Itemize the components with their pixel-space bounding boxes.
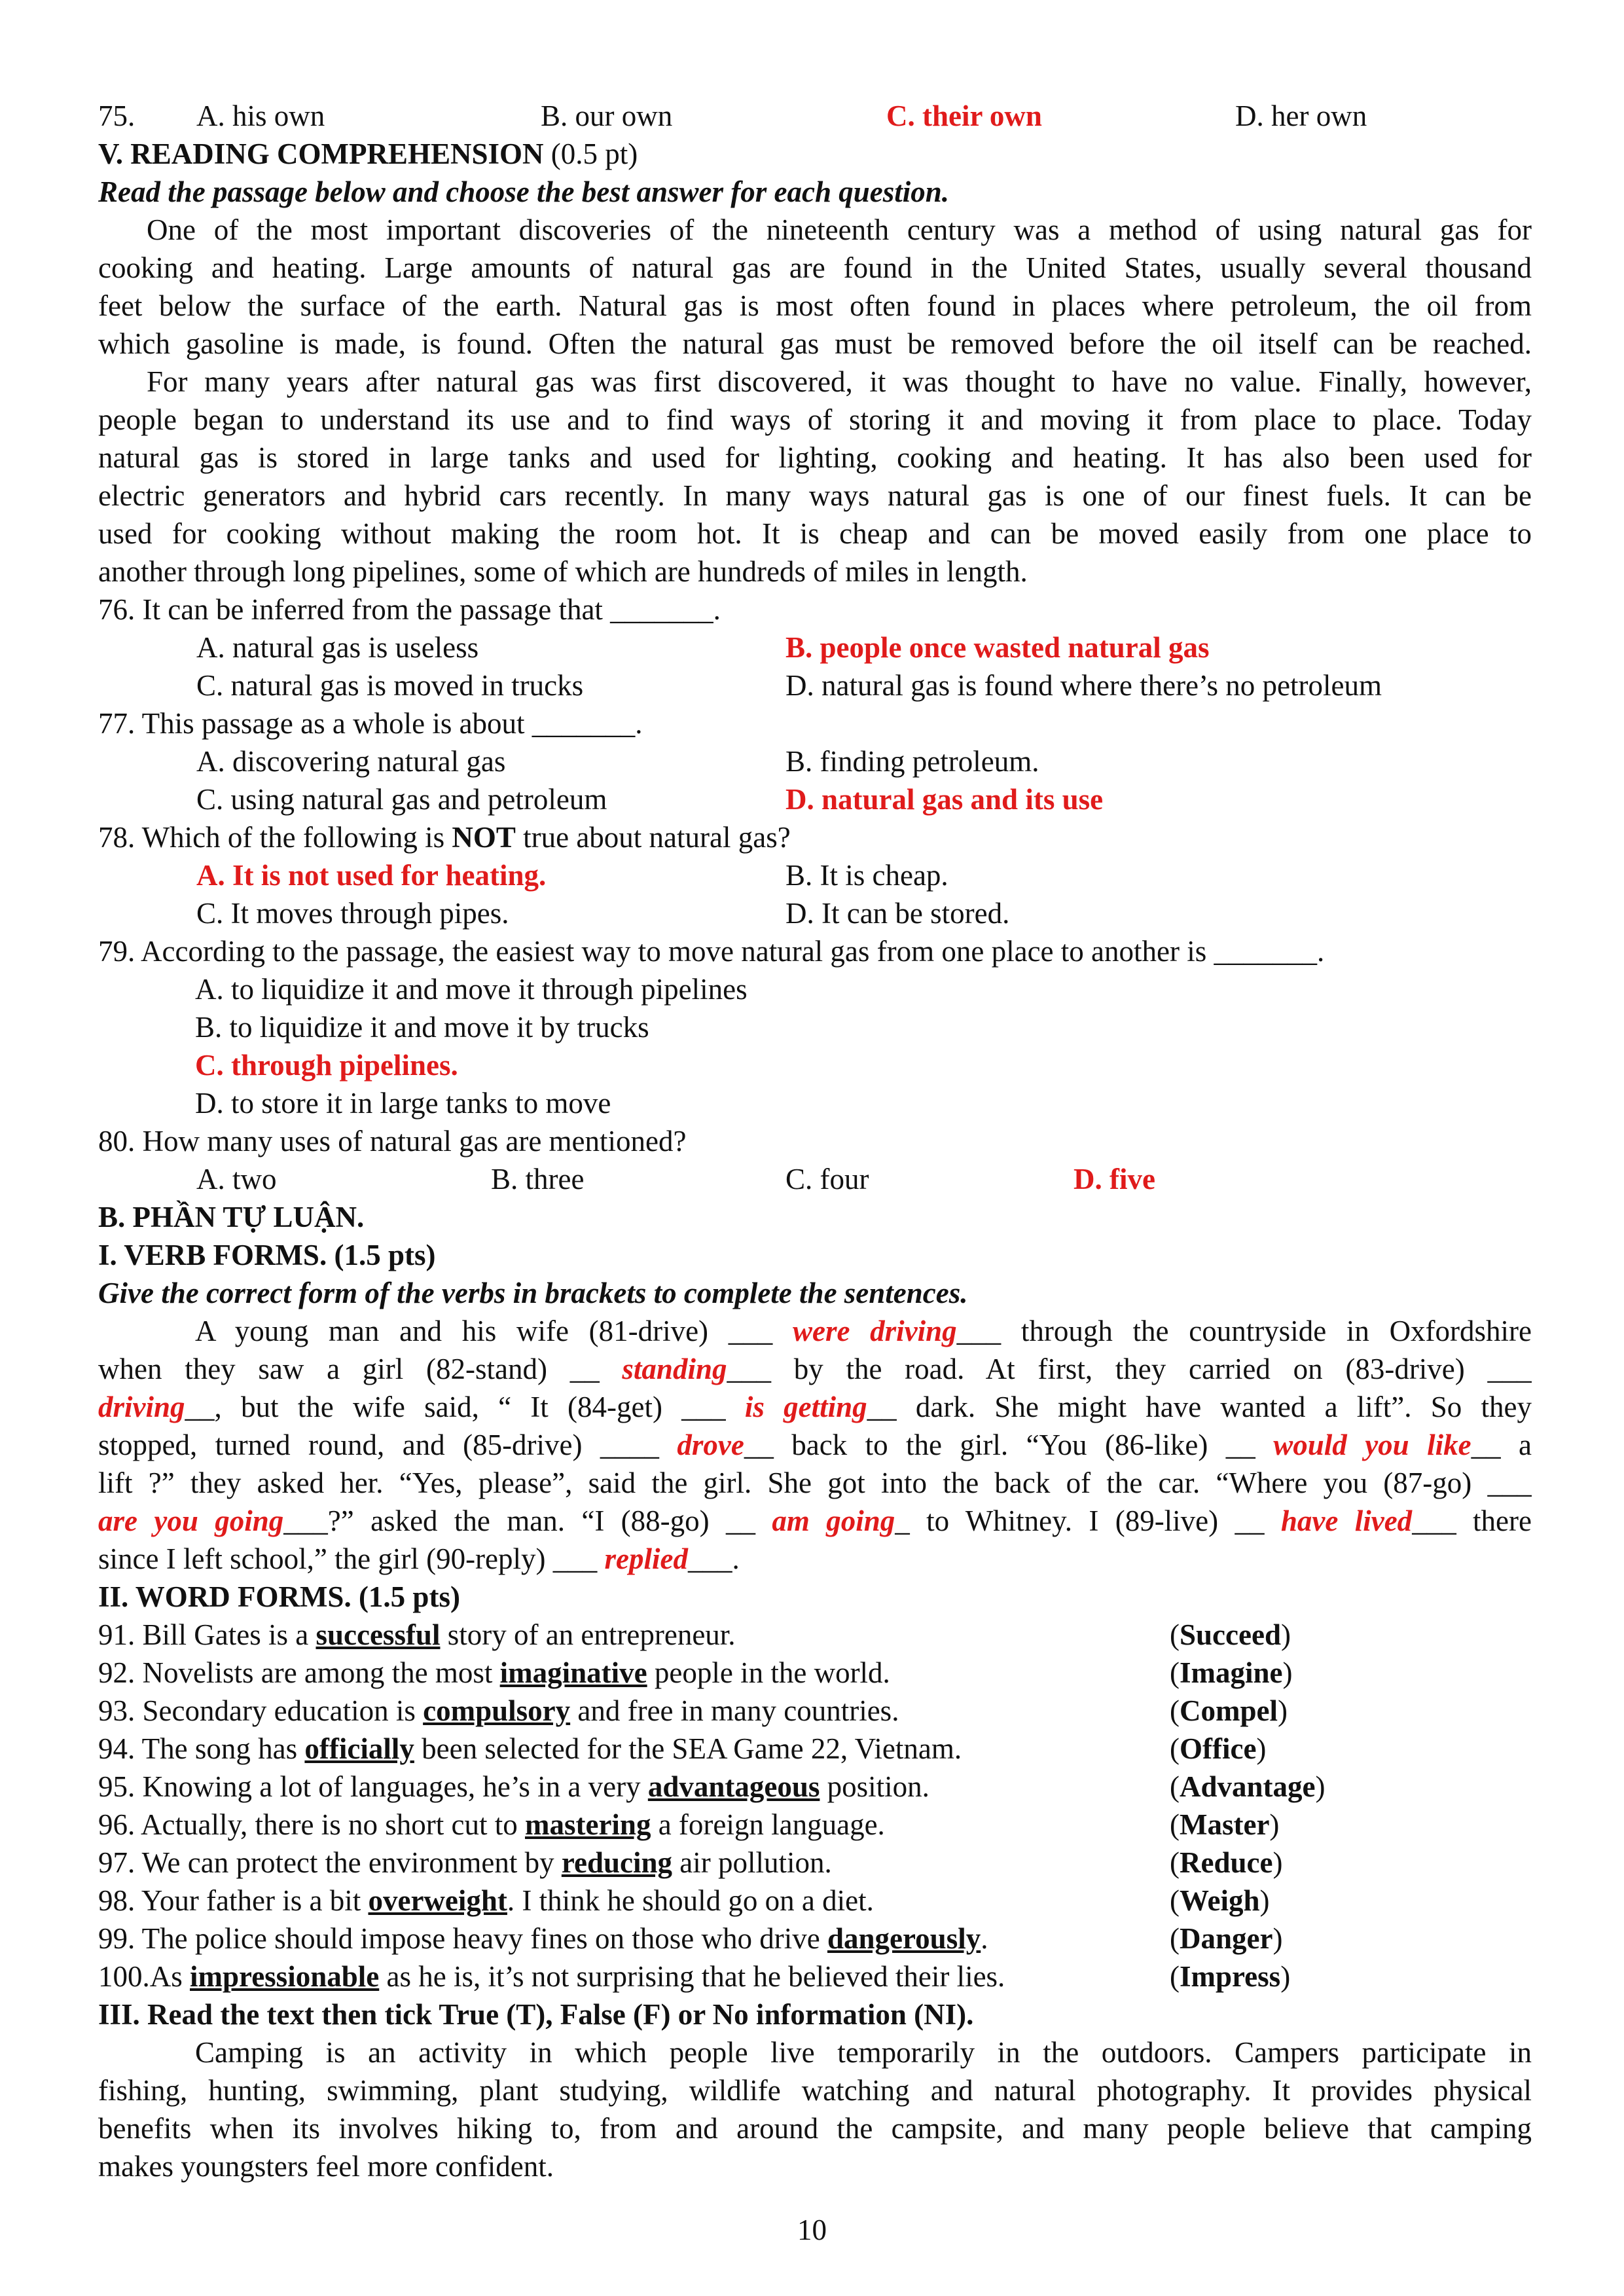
passage-line: cooking and heating. Large amounts of natural gas are found in the United States, usually several thousand: [98, 251, 1532, 284]
passage-line: benefits when its involves hiking to, from and around the campsite, and many people believe that camping: [98, 2112, 1532, 2145]
hint-word: Reduce: [1180, 1846, 1273, 1879]
word-form-item: [98, 1730, 1532, 1768]
option-c: C. four: [785, 1163, 869, 1195]
question-78-options-row2: [98, 894, 1532, 932]
word-form-text: a foreign language.: [651, 1808, 885, 1841]
word-form-hint: (Reduce): [1170, 1846, 1283, 1879]
word-form-text: air pollution.: [672, 1846, 832, 1879]
verb-forms-instruction: Give the correct form of the verbs in brackets to complete the sentences.: [98, 1277, 968, 1309]
option-b: B. three: [491, 1163, 585, 1195]
word-form-text: and free in many countries.: [570, 1694, 899, 1727]
word-form-text: 96. Actually, there is no short cut to: [98, 1808, 525, 1841]
option-c: C. natural gas is moved in trucks: [196, 669, 584, 702]
question-78-stem: [98, 818, 1532, 856]
hint-word: Master: [1180, 1808, 1270, 1841]
verb-passage-line: [98, 1464, 1532, 1502]
word-form-text: people in the world.: [647, 1656, 890, 1689]
question-76-stem: 76. It can be inferred from the passage that _______.: [98, 593, 721, 626]
question-77-options-row1: [98, 742, 1532, 780]
word-form-item: [98, 1958, 1532, 1995]
option-c-answer: C. their own: [886, 100, 1042, 132]
word-form-hint: (Imagine): [1170, 1656, 1293, 1689]
word-form-hint: (Weigh): [1170, 1884, 1270, 1917]
verb-text: _ to Whitney. I (89-live) __: [895, 1504, 1281, 1537]
word-form-item: [98, 1616, 1532, 1654]
option-c-answer: C. through pipelines.: [195, 1049, 458, 1082]
option-b: B. It is cheap.: [785, 859, 948, 892]
verb-forms-passage: [98, 1312, 1532, 1578]
word-form-answer: mastering: [524, 1808, 651, 1841]
option-c: C. using natural gas and petroleum: [196, 783, 607, 816]
verb-text: ___?” asked the man. “I (88-go) __: [283, 1504, 772, 1537]
verb-forms-heading: I. VERB FORMS. (1.5 pts): [98, 1239, 436, 1271]
verb-answer: standing: [622, 1353, 727, 1385]
verb-text: __ a: [1471, 1429, 1532, 1461]
question-number: 75.: [98, 100, 135, 132]
word-form-item: [98, 1692, 1532, 1730]
reading-heading: [98, 135, 1532, 173]
option-a-answer: A. It is not used for heating.: [196, 859, 547, 892]
option-a: A. his own: [196, 100, 325, 132]
word-form-hint: (Office): [1170, 1732, 1267, 1765]
verb-passage-line: [98, 1426, 1532, 1464]
verb-text: __ back to the girl. “You (86-like) __: [744, 1429, 1274, 1461]
section-title: V. READING COMPREHENSION: [98, 137, 544, 170]
word-form-item: [98, 1920, 1532, 1958]
passage-line: used for cooking without making the room hot. It is cheap and can be moved easily from one place to: [98, 517, 1532, 550]
option-a: A. two: [196, 1163, 277, 1195]
verb-passage-line: [98, 1350, 1532, 1388]
verb-answer: is getting: [744, 1391, 867, 1423]
option-a: A. to liquidize it and move it through pipelines: [195, 973, 748, 1006]
word-form-text: 97. We can protect the environment by: [98, 1846, 562, 1879]
option-b-answer: B. people once wasted natural gas: [785, 631, 1210, 664]
verb-text: lift ?” they asked her. “Yes, please”, said the girl. She got into the back of the car. “Where you (87-go) ___: [98, 1467, 1532, 1499]
verb-passage-line: [98, 1502, 1532, 1540]
passage-line: feet below the surface of the earth. Natural gas is most often found in places where petroleum, the oil from: [98, 289, 1532, 322]
question-80-stem: 80. How many uses of natural gas are mentioned?: [98, 1125, 687, 1157]
verb-passage-line: [98, 1312, 1532, 1350]
word-form-text: 98. Your father is a bit: [98, 1884, 369, 1917]
hint-word: Office: [1180, 1732, 1257, 1765]
verb-text: since I left school,” the girl (90-reply) ___: [98, 1542, 605, 1575]
option-a: A. natural gas is useless: [196, 631, 479, 664]
verb-answer: would you like: [1273, 1429, 1471, 1461]
hint-word: Compel: [1180, 1694, 1278, 1727]
option-c: C. It moves through pipes.: [196, 897, 509, 930]
verb-answer: replied: [604, 1542, 688, 1575]
word-form-answer: successful: [316, 1618, 441, 1651]
question-77-options-row2: [98, 780, 1532, 818]
word-form-hint: (Compel): [1170, 1694, 1288, 1727]
question-80-options: [98, 1160, 1532, 1198]
word-form-answer: advantageous: [647, 1770, 820, 1803]
word-form-text: 99. The police should impose heavy fines on those who drive: [98, 1922, 827, 1955]
word-form-text: 93. Secondary education is: [98, 1694, 424, 1727]
question-76-options-row1: [98, 629, 1532, 666]
verb-text: A young man and his wife (81-drive) ___: [195, 1315, 793, 1347]
true-false-heading: III. Read the text then tick True (T), False (F) or No information (NI).: [98, 1998, 974, 2031]
passage-line: Camping is an activity in which people live temporarily in the outdoors. Campers participate in: [195, 2036, 1532, 2069]
word-form-item: [98, 1806, 1532, 1844]
word-form-text: 95. Knowing a lot of languages, he’s in a very: [98, 1770, 648, 1803]
passage-line: natural gas is stored in large tanks and used for lighting, cooking and heating. It has also been used for: [98, 441, 1532, 474]
verb-answer: are you going: [98, 1504, 284, 1537]
question-79-stem: 79. According to the passage, the easiest way to move natural gas from one place to another is _______.: [98, 935, 1325, 968]
word-form-answer: reducing: [561, 1846, 673, 1879]
word-form-text: story of an entrepreneur.: [440, 1618, 736, 1651]
verb-answer: were driving: [792, 1315, 957, 1347]
passage-line: One of the most important discoveries of the nineteenth century was a method of using natural gas for: [147, 213, 1532, 246]
verb-text: ___ through the countryside in Oxfordshire: [956, 1315, 1532, 1347]
question-78-options-row1: [98, 856, 1532, 894]
word-form-item: [98, 1654, 1532, 1692]
word-form-text: . I think he should go on a diet.: [507, 1884, 874, 1917]
hint-word: Advantage: [1180, 1770, 1316, 1803]
stem-pre: 78. Which of the following is: [98, 821, 452, 854]
verb-text: stopped, turned round, and (85-drive) ____: [98, 1429, 677, 1461]
word-form-item: [98, 1882, 1532, 1920]
verb-answer: have lived: [1280, 1504, 1413, 1537]
stem-post: true about natural gas?: [515, 821, 791, 854]
word-form-answer: dangerously: [827, 1922, 981, 1955]
passage-line: For many years after natural gas was first discovered, it was thought to have no value. Finally, however,: [147, 365, 1532, 398]
word-form-answer: impressionable: [190, 1960, 380, 1993]
hint-word: Impress: [1180, 1960, 1281, 1993]
word-forms-list: [98, 1616, 1532, 1995]
page-number: 10: [797, 2214, 827, 2246]
word-form-hint: (Danger): [1170, 1922, 1283, 1955]
passage-line: makes youngsters feel more confident.: [98, 2150, 554, 2183]
option-d: D. her own: [1235, 100, 1367, 132]
verb-text: ___.: [687, 1542, 740, 1575]
section-points: (0.5 pt): [543, 137, 638, 170]
option-a: A. discovering natural gas: [196, 745, 506, 778]
word-form-text: 94. The song has: [98, 1732, 305, 1765]
word-form-answer: officially: [304, 1732, 414, 1765]
verb-answer: am going: [772, 1504, 895, 1537]
option-b: B. to liquidize it and move it by trucks: [195, 1011, 649, 1044]
word-form-hint: (Succeed): [1170, 1618, 1291, 1651]
verb-text: when they saw a girl (82-stand) __: [98, 1353, 623, 1385]
option-b: B. finding petroleum.: [785, 745, 1039, 778]
word-form-text: position.: [820, 1770, 929, 1803]
passage-line: fishing, hunting, swimming, plant studying, wildlife watching and natural photography. It provides physical: [98, 2074, 1532, 2107]
hint-word: Succeed: [1180, 1618, 1281, 1651]
word-forms-heading: II. WORD FORMS. (1.5 pts): [98, 1580, 460, 1613]
verb-answer: drove: [677, 1429, 744, 1461]
question-75: [98, 97, 1532, 135]
question-77-stem: 77. This passage as a whole is about _______.: [98, 707, 643, 740]
word-form-answer: compulsory: [423, 1694, 571, 1727]
word-form-answer: overweight: [368, 1884, 507, 1917]
word-form-hint: (Impress): [1170, 1960, 1291, 1993]
word-form-answer: imaginative: [499, 1656, 647, 1689]
stem-bold: NOT: [452, 821, 516, 854]
word-form-text: 92. Novelists are among the most: [98, 1656, 500, 1689]
option-d: D. natural gas is found where there’s no petroleum: [785, 669, 1382, 702]
word-form-hint: (Master): [1170, 1808, 1280, 1841]
hint-word: Imagine: [1180, 1656, 1283, 1689]
word-form-text: been selected for the SEA Game 22, Vietnam.: [414, 1732, 962, 1765]
word-form-item: [98, 1768, 1532, 1806]
verb-text: __, but the wife said, “ It (84-get) ___: [185, 1391, 745, 1423]
word-form-text: 91. Bill Gates is a: [98, 1618, 316, 1651]
word-form-text: as he is, it’s not surprising that he believed their lies.: [379, 1960, 1005, 1993]
reading-passage: [98, 211, 1532, 591]
verb-text: ___ by the road. At first, they carried on (83-drive) ___: [727, 1353, 1532, 1385]
verb-text: ___ there: [1412, 1504, 1532, 1537]
hint-word: Weigh: [1180, 1884, 1260, 1917]
passage-line: another through long pipelines, some of which are hundreds of miles in length.: [98, 555, 1028, 588]
verb-text: __ dark. She might have wanted a lift”. So they: [867, 1391, 1532, 1423]
word-form-hint: (Advantage): [1170, 1770, 1326, 1803]
hint-word: Danger: [1180, 1922, 1273, 1955]
passage-line: electric generators and hybrid cars recently. In many ways natural gas is one of our finest fuels. It can be: [98, 479, 1532, 512]
reading-instruction: Read the passage below and choose the best answer for each question.: [98, 175, 950, 208]
exam-page: [98, 97, 1532, 2185]
word-form-text: 100.As: [98, 1960, 190, 1993]
part-b-heading: B. PHẦN TỰ LUẬN.: [98, 1201, 365, 1233]
question-76-options-row2: [98, 666, 1532, 704]
verb-passage-line: [98, 1388, 1532, 1426]
passage-line: people began to understand its use and to find ways of storing it and moving it from place to place. Today: [98, 403, 1532, 436]
verb-answer: driving: [98, 1391, 185, 1423]
passage-line: which gasoline is made, is found. Often the natural gas must be removed before the oil itself can be reached.: [98, 327, 1532, 360]
option-d-answer: D. natural gas and its use: [785, 783, 1104, 816]
camping-passage: [98, 2033, 1532, 2185]
option-d: D. It can be stored.: [785, 897, 1010, 930]
word-form-item: [98, 1844, 1532, 1882]
option-b: B. our own: [541, 100, 673, 132]
word-form-text: .: [981, 1922, 988, 1955]
option-d: D. to store it in large tanks to move: [195, 1087, 611, 1120]
option-d-answer: D. five: [1074, 1163, 1155, 1195]
verb-passage-line: [98, 1540, 1532, 1578]
